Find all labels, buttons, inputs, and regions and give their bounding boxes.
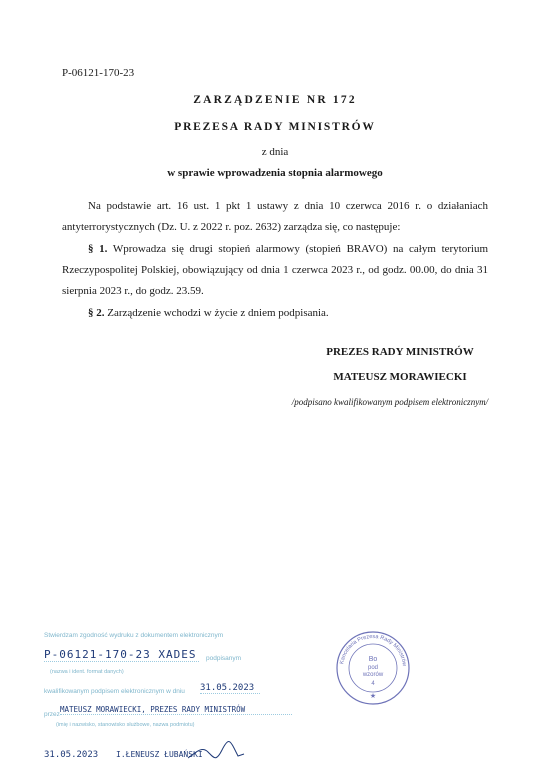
cert-format-caption: (nazwa i ident. format danych) xyxy=(50,669,124,675)
document-issuer: PREZESA RADY MINISTRÓW xyxy=(174,121,376,133)
stamp-center-line3: wzorów xyxy=(362,672,384,678)
footer-handwritten-name: I.ŁENEUSZ ŁUBAŃSKI xyxy=(116,750,203,759)
section-1-label: § 1. xyxy=(88,243,108,255)
signature-name: MATEUSZ MORAWIECKI xyxy=(333,371,467,383)
cert-date: 31.05.2023 xyxy=(200,683,260,694)
section-1 xyxy=(62,239,488,302)
signature-title: PREZES RADY MINISTRÓW xyxy=(326,346,474,358)
stamp-star-icon: ★ xyxy=(369,693,377,700)
signature-note: /podpisano kwalifikowanym podpisem elektronicznym/ xyxy=(291,397,489,407)
handwritten-signature-icon xyxy=(186,738,246,764)
document-reference: P-06121-170-23 xyxy=(62,67,135,79)
cert-doc-id: P-06121-170-23 XADES xyxy=(44,648,199,662)
section-2-label: § 2. xyxy=(88,307,105,319)
stamp-number: 4 xyxy=(371,681,375,687)
official-stamp-icon xyxy=(335,630,411,706)
section-1-text: Wprowadza się drugi stopień alarmowy (stopień BRAVO) na całym terytorium Rzeczypospolitej Polskiej, obowiązujący od dnia 1 czerwca 2023 r., od godz. 00.00, do dnia 31 sierpnia 2023 r., do godz. 23.59. xyxy=(62,243,488,297)
cert-signer: MATEUSZ MORAWIECKI, PREZES RADY MINISTRÓW xyxy=(60,705,292,715)
document-title: ZARZĄDZENIE NR 172 xyxy=(193,94,357,106)
paragraph-intro-text: Na podstawie art. 16 ust. 1 pkt 1 ustawy z dnia 10 czerwca 2016 r. o działaniach antyterrorystycznych (Dz. U. z 2022 r. poz. 2632) zarządza się, co następuje: xyxy=(62,200,488,233)
section-2-text: Zarządzenie wchodzi w życie z dniem podpisania. xyxy=(107,307,329,319)
paragraph-intro xyxy=(62,196,488,238)
document-date-line: z dnia xyxy=(261,146,289,158)
cert-line1: Stwierdzam zgodność wydruku z dokumentem elektronicznym xyxy=(44,632,224,639)
stamp-center-line2: pod xyxy=(367,665,379,671)
cert-signer-caption: (imię i nazwisko, stanowisko służbowe, nazwa podmiotu) xyxy=(56,722,195,728)
cert-signed-with: podpisanym xyxy=(206,655,242,662)
cert-by-label: przez xyxy=(44,711,60,718)
footer-handwritten-date: 31.05.2023 xyxy=(44,750,99,760)
cert-line3: kwalifikowanym podpisem elektronicznym w dniu xyxy=(44,688,185,695)
stamp-center-line1: Bo xyxy=(368,656,378,663)
document-subject: w sprawie wprowadzenia stopnia alarmowego xyxy=(167,167,383,179)
stamp-ring-text: Kancelaria Prezesa Rady Ministrów xyxy=(339,633,407,667)
section-2 xyxy=(62,303,488,324)
